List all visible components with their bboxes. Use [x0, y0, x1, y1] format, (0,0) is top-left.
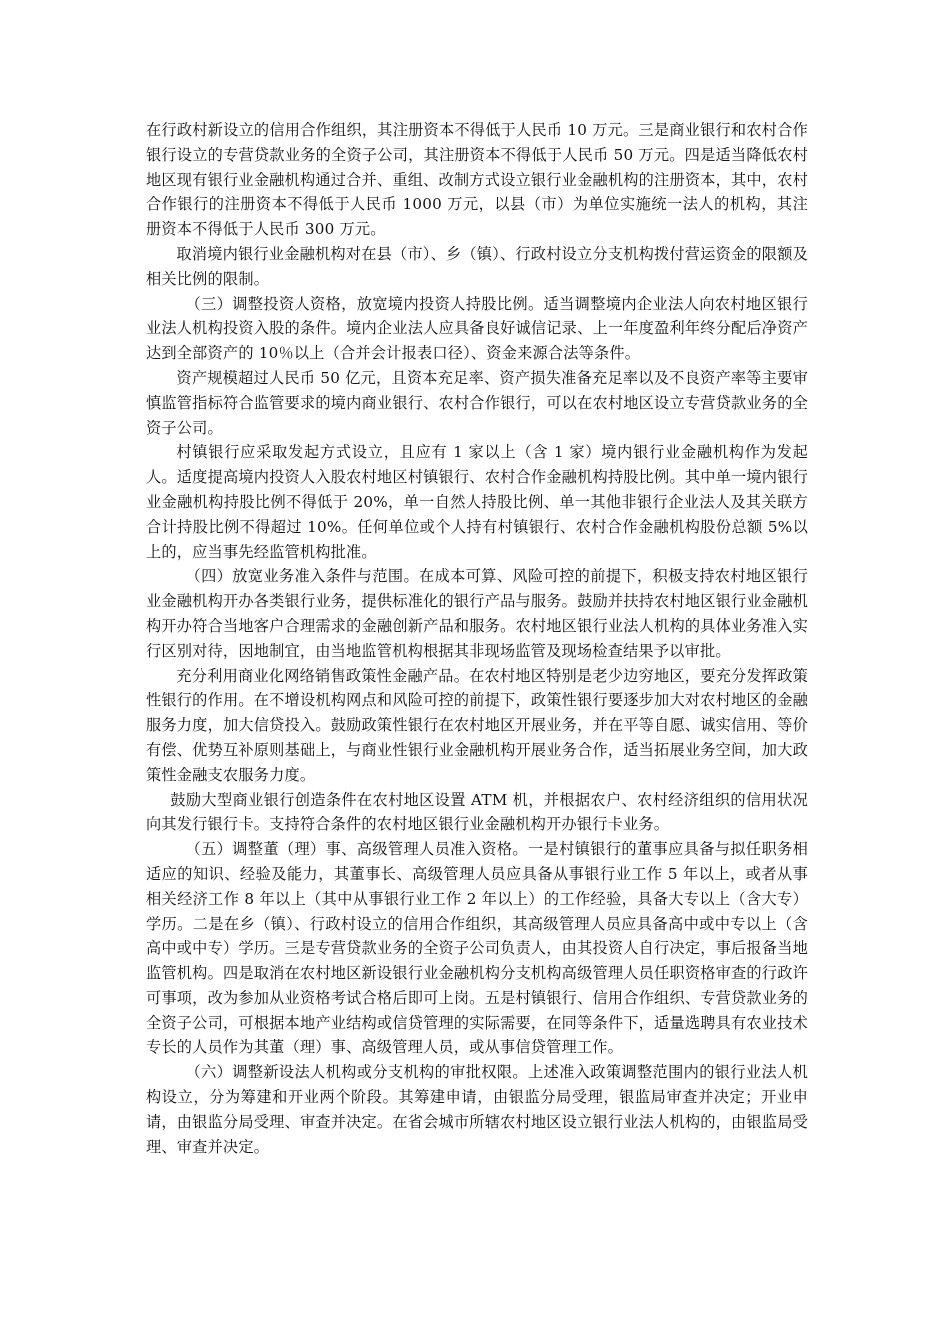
paragraph-branch-funding: 取消境内银行业金融机构对在县（市）、乡（镇）、行政村设立分支机构拨付营运资金的限额及相关比例的限制。 [146, 244, 808, 288]
paragraph-village-bank: 村镇银行应采取发起方式设立，且应有 1 家以上（含 1 家）境内银行业金融机构作为发起人。适度提高境内投资人入股农村地区村镇银行、农村合作金融机构持股比例。其中单一境内银行业金融机构持股比例不得低于 20%，单一自然人持股比例、单一其他非银行企业法人及其关联方合计持股比例不得超过 10%。任何单位或个人持有村镇银行、农村合作金融机构股份总额 5%以上的，应当事先经监管机构批准。 [146, 443, 808, 561]
paragraph-registered-capital: 在行政村新设立的信用合作组织，其注册资本不得低于人民币 10 万元。三是商业银行和农村合作银行设立的专营贷款业务的全资子公司，其注册资本不得低于人民币 50 万元。四是适当降低农村地区现有银行业金融机构通过合并、重组、改制方式设立银行业金融机构的注册资本，其中，农村合作银行的注册资本不得低于人民币 1000 万元，以县（市）为单位实施统一法人的机构，其注册资本不得低于人民币 300 万元。 [146, 121, 808, 239]
paragraph-asset-scale: 资产规模超过人民币 50 亿元，且资本充足率、资产损失准备充足率以及不良资产率等主要审慎监管指标符合监管要求的境内商业银行、农村合作银行，可以在农村地区设立专营贷款业务的全资子公司。 [146, 368, 808, 437]
paragraph-policy-products: 充分利用商业化网络销售政策性金融产品。在农村地区特别是老少边穷地区，要充分发挥政策性银行的作用。在不增设机构网点和风险可控的前提下，政策性银行要逐步加大对农村地区的金融服务力度，加大信贷投入。鼓励政策性银行在农村地区开展业务，并在平等自愿、诚实信用、等价有偿、优势互补原则基础上，与商业性银行业金融机构开展业务合作，适当拓展业务空间，加大政策性金融支农服务力度。 [146, 666, 808, 784]
paragraph-atm: 鼓励大型商业银行创造条件在农村地区设置 ATM 机，并根据农户、农村经济组织的信用状况向其发行银行卡。支持符合条件的农村地区银行业金融机构开办银行卡业务。 [146, 790, 808, 834]
paragraph-section-5-directors: （五）调整董（理）事、高级管理人员准入资格。一是村镇银行的董事应具备与拟任职务相适应的知识、经验及能力，其董事长、高级管理人员应具备从事银行业工作 5 年以上，或者从事相关经济工作 8 年以上（其中从事银行业工作 2 年以上）的工作经验，具备大专以上（含大专）学历。二是在乡（镇）、行政村设立的信用合作组织，其高级管理人员应具备高中或中专以上（含高中或中专）学历。三是专营贷款业务的全资子公司负责人，由其投资人自行决定，事后报备当地监管机构。四是取消在农村地区新设银行业金融机构分支机构高级管理人员任职资格审查的行政许可事项，改为参加从业资格考试合格后即可上岗。五是村镇银行、信用合作组织、专营贷款业务的全资子公司，可根据本地产业结构或信贷管理的实际需要，在同等条件下，适量选聘具有农业技术专长的人员作为其董（理）事、高级管理人员，或从事信贷管理工作。 [146, 840, 808, 1057]
paragraph-section-3-investor: （三）调整投资人资格，放宽境内投资人持股比例。适当调整境内企业法人向农村地区银行业法人机构投资入股的条件。境内企业法人应具备良好诚信记录、上一年度盈利年终分配后净资产达到全部资产的 10％以上（合并会计报表口径）、资金来源合法等条件。 [146, 294, 808, 363]
paragraph-section-4-business: （四）放宽业务准入条件与范围。在成本可算、风险可控的前提下，积极支持农村地区银行业金融机构开办各类银行业务，提供标准化的银行产品与服务。鼓励并扶持农村地区银行业金融机构开办符合当地客户合理需求的金融创新产品和服务。农村地区银行业法人机构的具体业务准入实行区别对待，因地制宜，由当地监管机构根据其非现场监管及现场检查结果予以审批。 [146, 567, 808, 660]
paragraph-section-6-approval: （六）调整新设法人机构或分支机构的审批权限。上述准入政策调整范围内的银行业法人机构设立，分为筹建和开业两个阶段。其筹建申请，由银监分局受理，银监局审查并决定；开业申请，由银监分局受理、审查并决定。在省会城市所辖农村地区设立银行业法人机构的，由银监局受理、审查并决定。 [146, 1063, 808, 1156]
document-page [146, 118, 808, 1159]
